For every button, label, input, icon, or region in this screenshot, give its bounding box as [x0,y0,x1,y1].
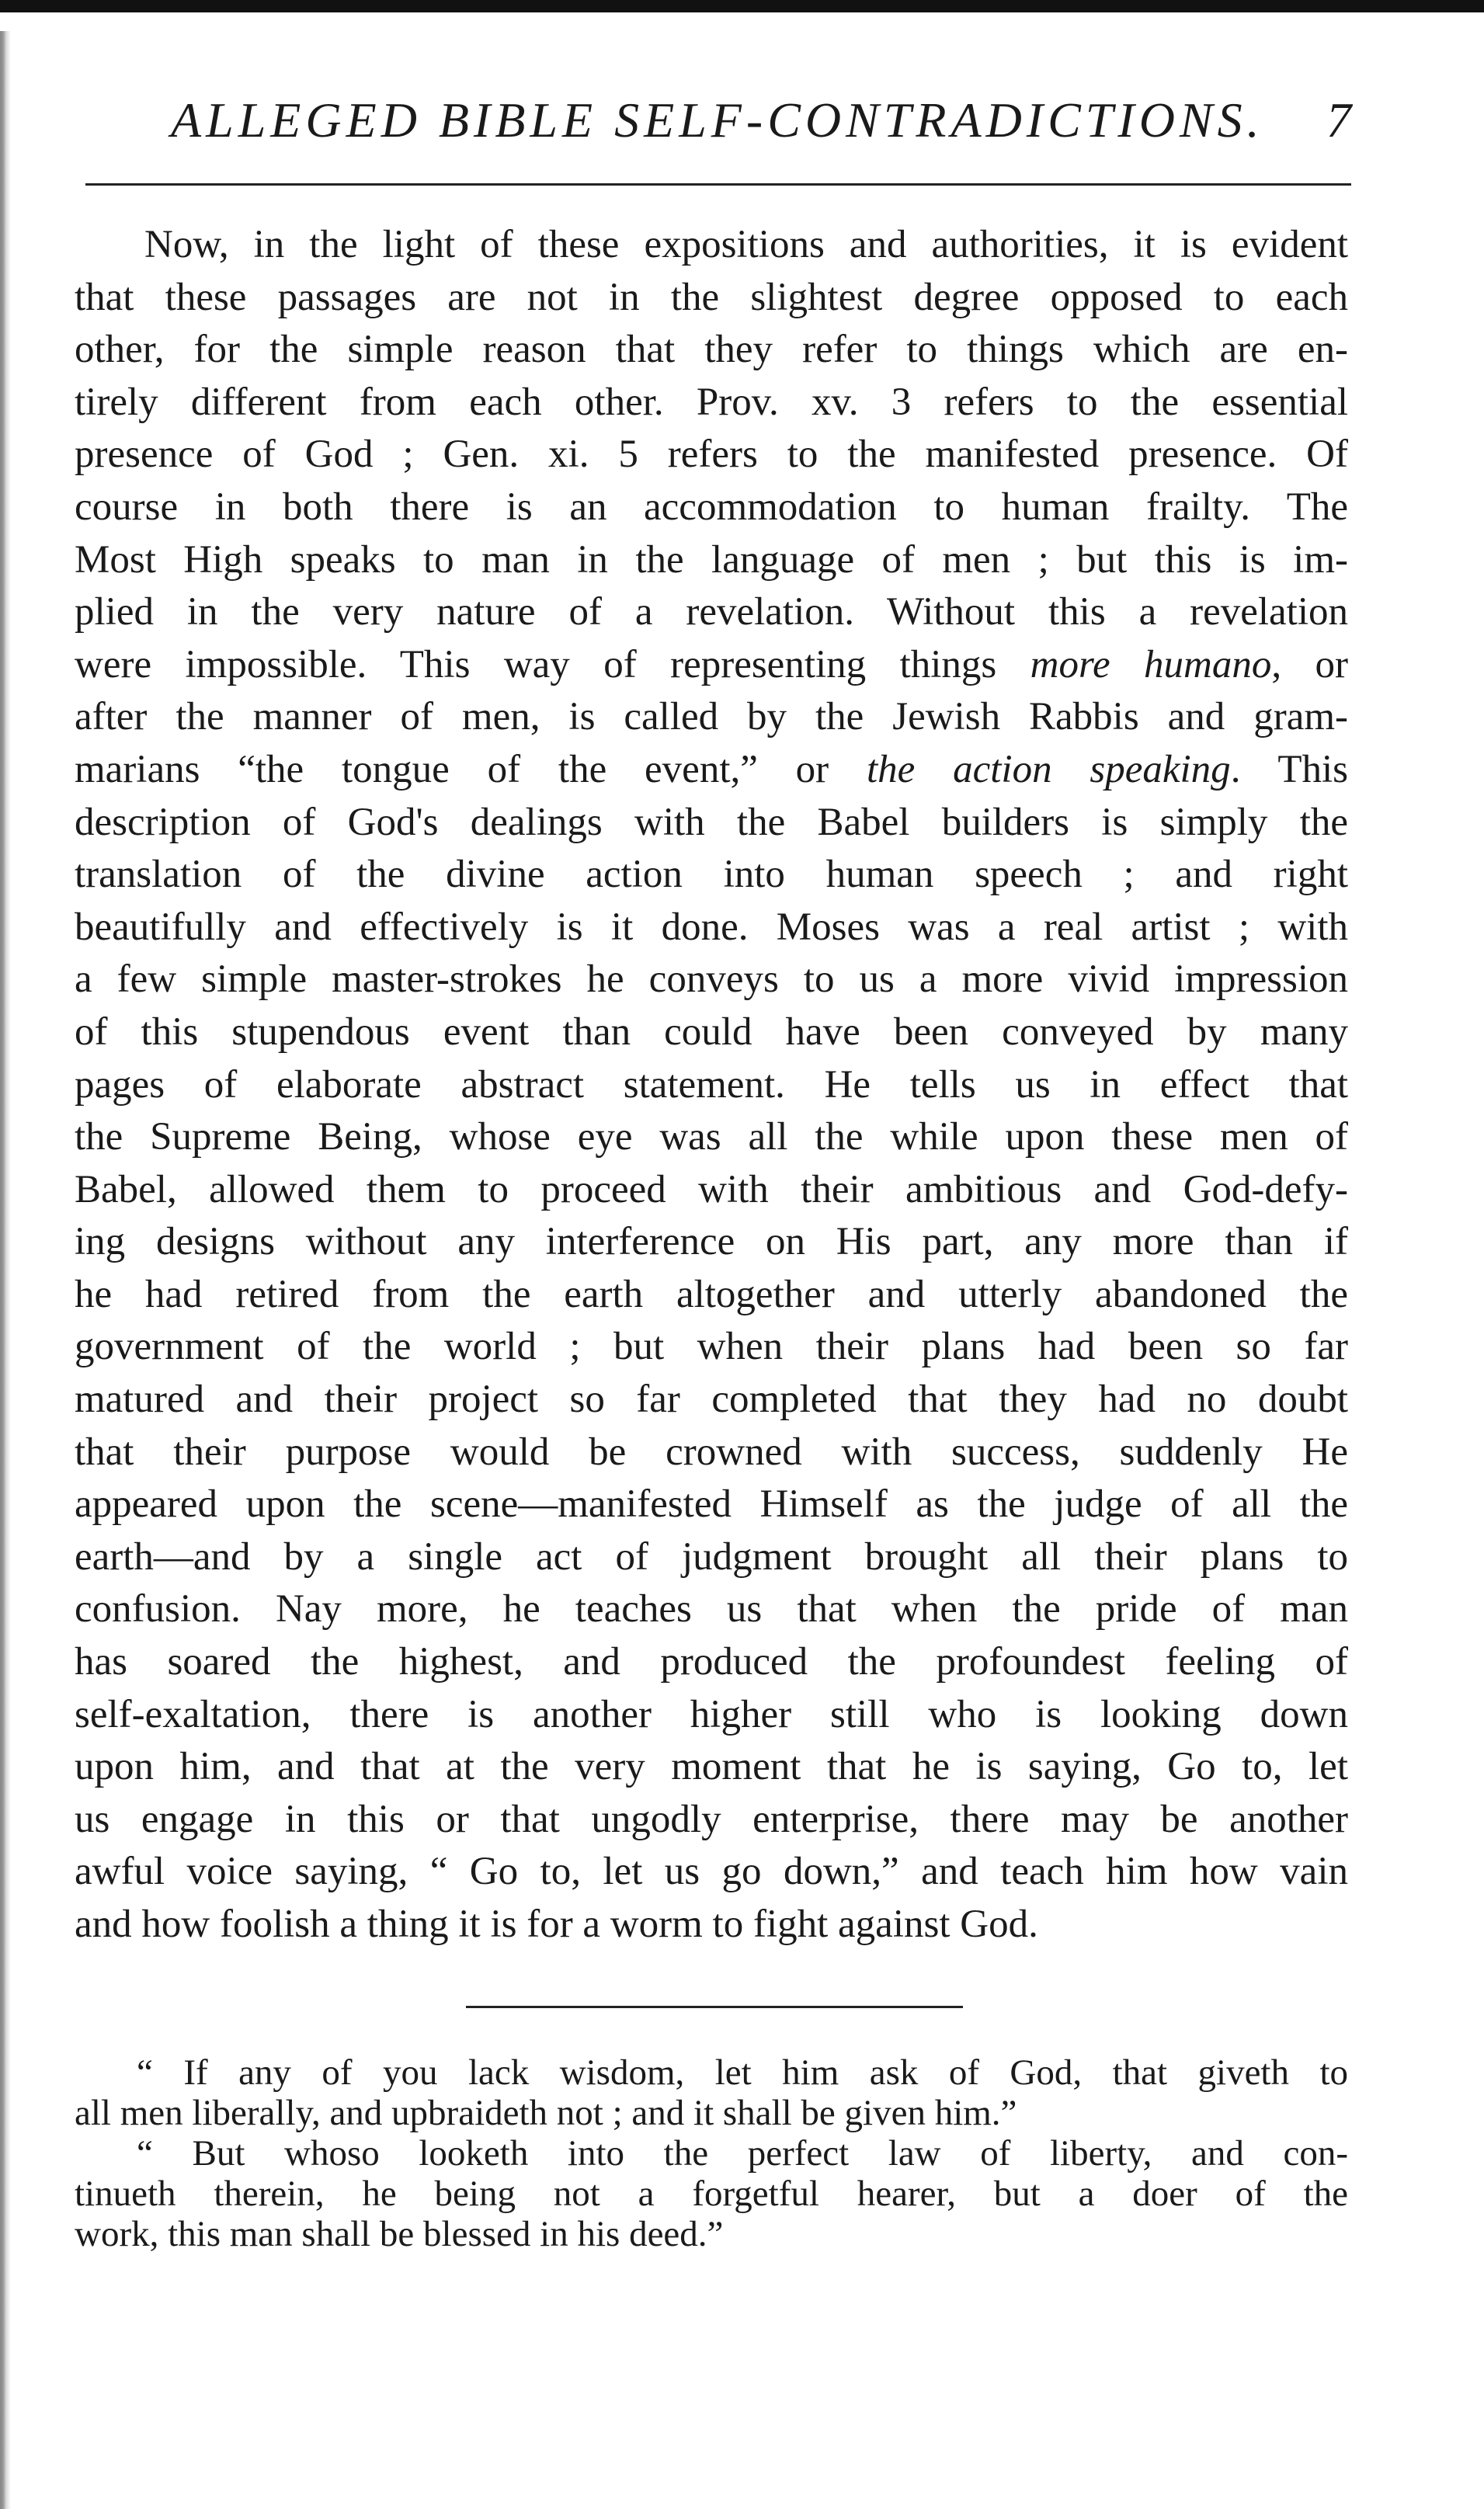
scripture-line: all men liberally, and upbraideth not ; and it shall be given him.” [75,2093,1017,2133]
body-line: of this stupendous event than could have been conveyed by many [75,1010,1348,1054]
scripture-line: work, this man shall be blessed in his deed.” [75,2214,724,2254]
page-header [171,92,1351,169]
body-line: description of God's dealings with the Babel builders is simply the [75,800,1348,844]
body-line: the Supreme Being, whose eye was all the while upon these men of [75,1115,1348,1159]
scripture-line: “ If any of you lack wisdom, let him ask of God, that giveth to [137,2052,1348,2093]
body-line-segment: . This [1230,747,1348,791]
body-line-segment: were impossible. This way of representing things [75,642,1030,686]
body-line: Most High speaks to man in the language of men ; but this is im- [75,537,1348,582]
body-line: government of the world ; but when their plans had been so far [75,1325,1348,1369]
body-line: us engage in this or that ungodly enterprise, there may be another [75,1797,1348,1841]
body-line-segment: marians “the tongue of the event,” or [75,747,867,791]
body-line: self-exaltation, there is another higher still who is looking down [75,1692,1348,1736]
body-line: course in both there is an accommodation to human frailty. The [75,485,1348,529]
body-line: matured and their project so far completed that they had no doubt [75,1378,1348,1422]
body-line: pages of elaborate abstract statement. He tells us in effect that [75,1062,1348,1107]
body-line: beautifully and effectively is it done. Moses was a real artist ; with [75,905,1348,949]
body-line: ing designs without any interference on His part, any more than if [75,1220,1348,1264]
body-line: presence of God ; Gen. xi. 5 refers to the manifested presence. Of [75,433,1348,477]
scripture-quote [75,2052,1348,2254]
scripture-line: tinueth therein, he being not a forgetful hearer, but a doer of the [75,2174,1348,2214]
body-line: after the manner of men, is called by the Jewish Rabbis and gram- [75,695,1348,739]
body-line: awful voice saying, “ Go to, let us go down,” and teach him how vain [75,1850,1348,1894]
body-line: tirely different from each other. Prov. xv. 3 refers to the essential [75,380,1348,424]
body-line: Now, in the light of these expositions and authorities, it is evident [144,223,1348,266]
page-number: 7 [1326,92,1351,148]
body-line-with-italic [75,639,1348,692]
body-line: plied in the very nature of a revelation. Without this a revelation [75,590,1348,634]
body-line: that their purpose would be crowned with success, suddenly He [75,1430,1348,1474]
header-rule [85,183,1351,186]
body-line: other, for the simple reason that they refer to things which are en- [75,328,1348,372]
top-edge-rule [0,0,1484,12]
italic-phrase: the action speaking [866,747,1231,791]
italic-phrase: more humano [1030,642,1272,686]
body-line: and how foolish a thing it is for a worm to fight against God. [75,1903,1038,1946]
body-line: Babel, allowed them to proceed with their ambitious and God-defy- [75,1167,1348,1211]
body-line: earth—and by a single act of judgment brought all their plans to [75,1534,1348,1579]
body-line: he had retired from the earth altogether and utterly abandoned the [75,1272,1348,1316]
body-line: upon him, and that at the very moment that he is saying, Go to, let [75,1745,1348,1789]
body-line-segment: , or [1271,642,1348,686]
body-line: confusion. Nay more, he teaches us that when the pride of man [75,1587,1348,1632]
scripture-line: “ But whoso looketh into the perfect law of liberty, and con- [137,2133,1348,2174]
body-line-with-italic [75,744,1348,797]
body-line: translation of the divine action into human speech ; and right [75,853,1348,897]
body-line: a few simple master-strokes he conveys to us a more vivid impression [75,957,1348,1002]
running-title: ALLEGED BIBLE SELF-CONTRADICTIONS. [171,92,1264,148]
body-line: that these passages are not in the slightest degree opposed to each [75,275,1348,319]
section-divider [466,2006,963,2008]
body-line: appeared upon the scene—manifested Himself as the judge of all the [75,1482,1348,1527]
body-line: has soared the highest, and produced the profoundest feeling of [75,1640,1348,1684]
page-gutter-edge [0,31,11,2509]
body-paragraph [75,219,1348,1951]
